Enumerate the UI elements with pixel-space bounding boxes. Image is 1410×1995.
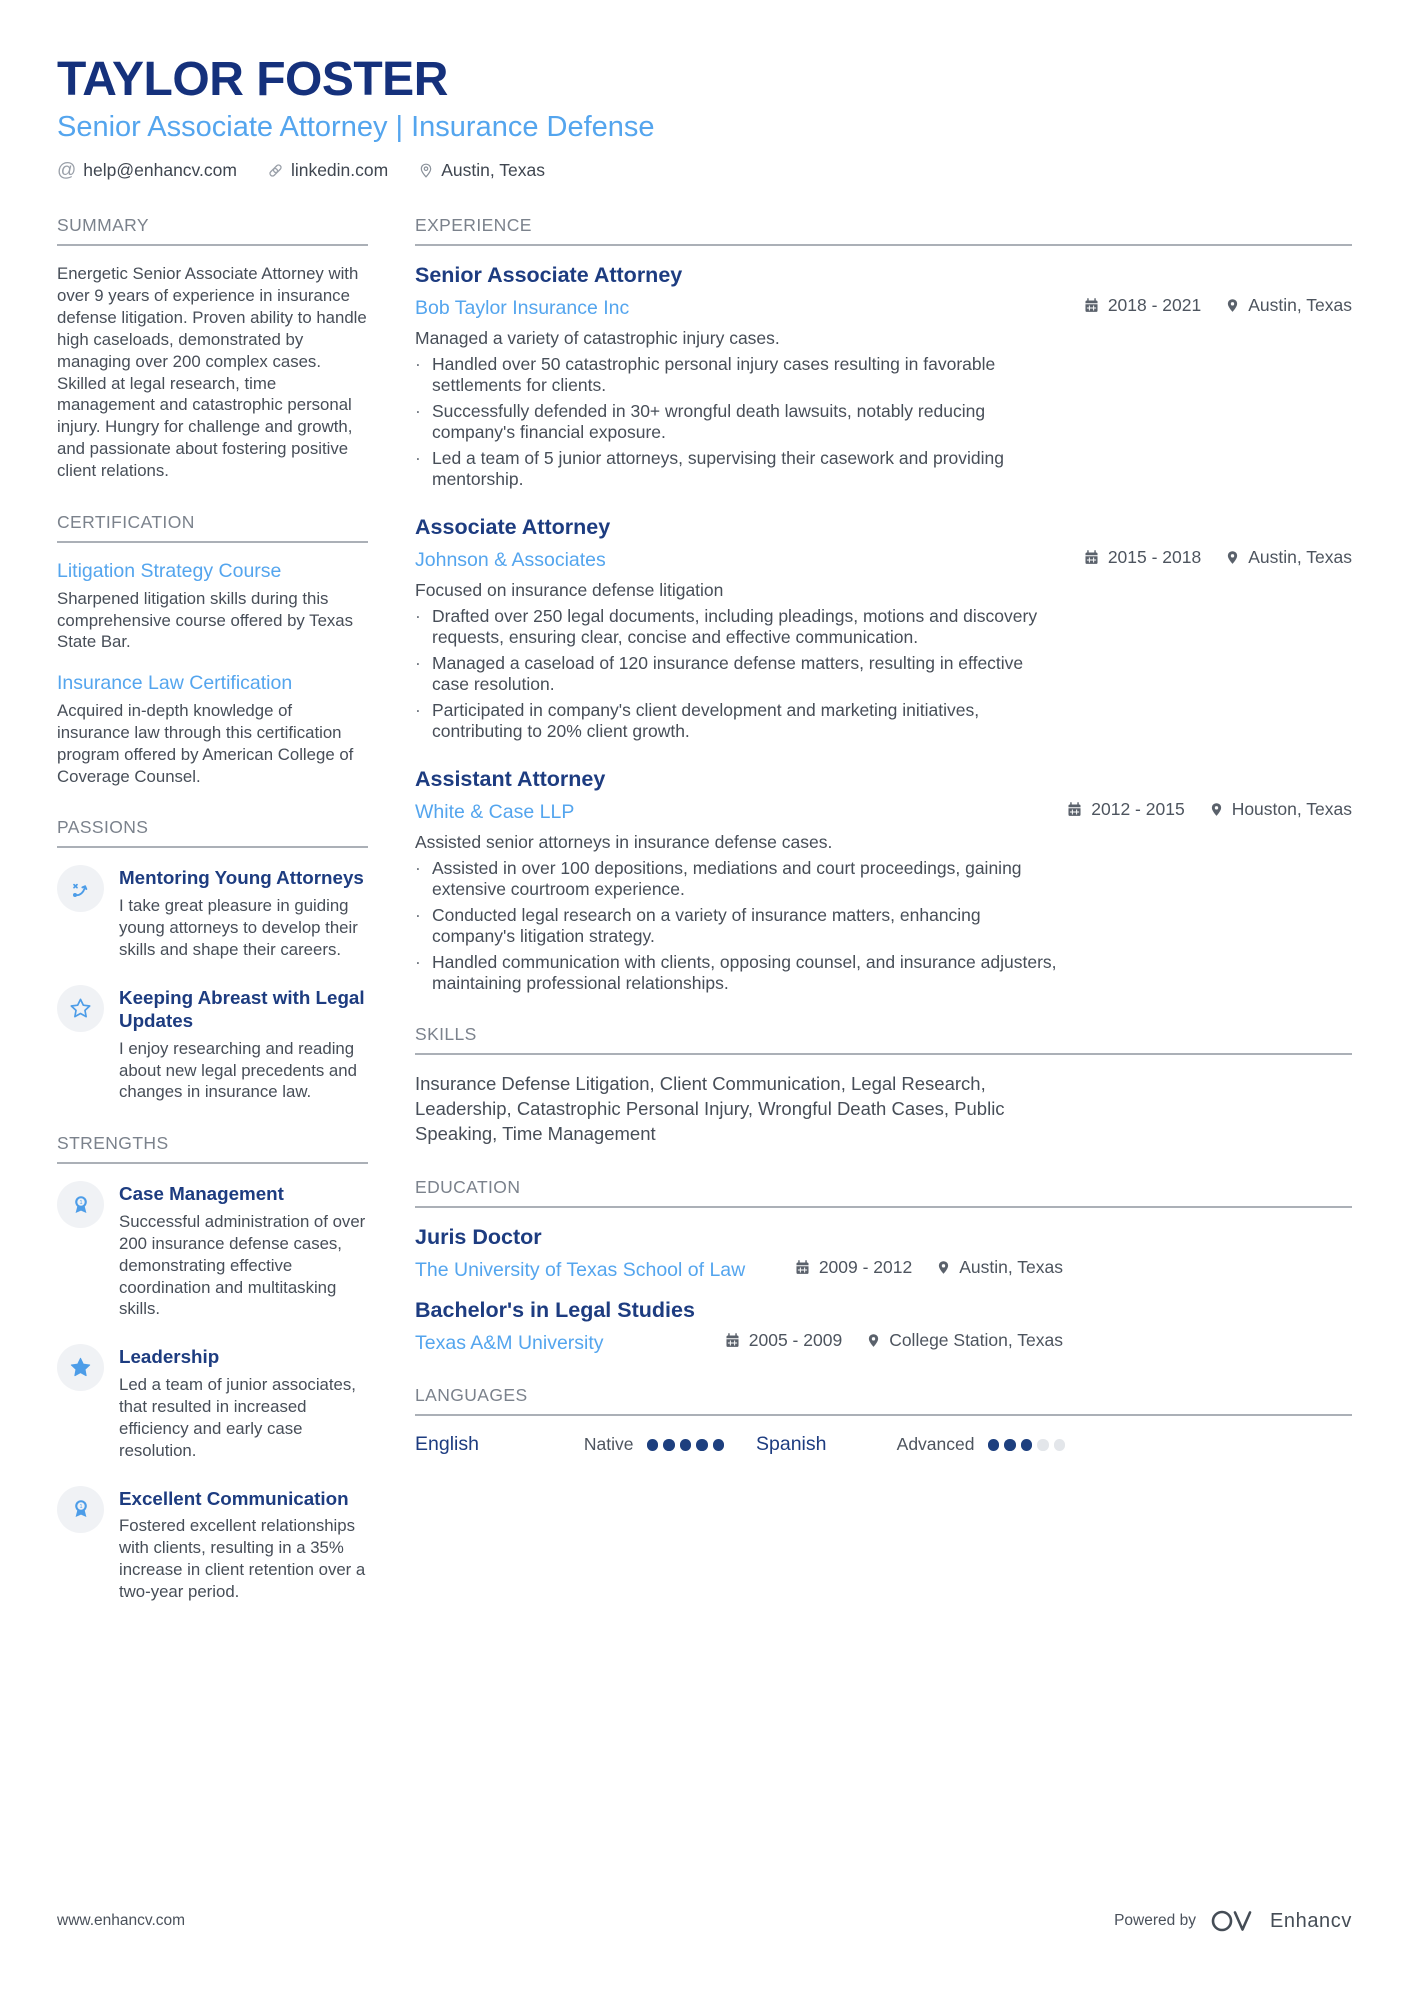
degree-title: Juris Doctor	[415, 1225, 542, 1250]
experience-entry	[415, 263, 1352, 490]
link-icon	[267, 162, 284, 179]
award-ribbon-icon	[57, 1181, 104, 1228]
svg-text:1: 1	[78, 1504, 83, 1510]
education-dates: 2005 - 2009	[748, 1330, 843, 1351]
language-proficiency-dots	[988, 1439, 1066, 1451]
passions-heading: PASSIONS	[57, 817, 368, 848]
powered-by-label: Powered by	[1114, 1912, 1196, 1929]
calendar-icon	[724, 1332, 741, 1349]
person-name: TAYLOR FOSTER	[57, 53, 448, 106]
at-icon: @	[57, 160, 77, 182]
job-bullet-list	[415, 354, 1063, 490]
location-contact	[418, 160, 545, 181]
job-bullet: · Handled communication with clients, opposing counsel, and insurance adjusters, maintaining professional relationships.	[415, 952, 1057, 994]
strength-title: Excellent Communication	[119, 1487, 349, 1509]
language-proficiency-dots	[647, 1439, 725, 1451]
linkedin-text: linkedin.com	[290, 160, 389, 181]
school-name: The University of Texas School of Law	[415, 1259, 746, 1282]
job-bullet: · Participated in company's client development and marketing initiatives, contributing to 20% client growth.	[415, 700, 980, 742]
summary-heading: SUMMARY	[57, 215, 368, 246]
strength-description: Successful administration of over 200 insurance defense cases, demonstrating effective coordination and multitasking skills.	[119, 1212, 366, 1319]
summary-text: Energetic Senior Associate Attorney with over 9 years of experience in insurance defense litigation. Proven ability to handle high caseloads, demonstrated by managing over 200 complex cases. Skilled at legal research, time management and catastrophic personal injury. Hungry for challenge and growth, and passionate about fostering positive client relations.	[57, 264, 367, 480]
company-name: White & Case LLP	[415, 801, 575, 824]
education-location: Austin, Texas	[959, 1257, 1063, 1278]
job-bullet: · Handled over 50 catastrophic personal injury cases resulting in favorable settlements for clients.	[415, 354, 996, 396]
strength-item	[57, 1486, 368, 1603]
strengths-heading: STRENGTHS	[57, 1133, 368, 1164]
degree-title: Bachelor's in Legal Studies	[415, 1298, 695, 1323]
calendar-icon	[1083, 297, 1100, 314]
job-dates: 2018 - 2021	[1107, 295, 1202, 316]
location-text: Austin, Texas	[441, 160, 545, 181]
job-bullet: · Successfully defended in 30+ wrongful death lawsuits, notably reducing company's financial exposure.	[415, 401, 986, 443]
certification-description: Sharpened litigation skills during this comprehensive course offered by Texas State Bar.	[57, 588, 354, 652]
job-bullet: · Conducted legal research on a variety of insurance matters, enhancing company's litigation strategy.	[415, 905, 981, 947]
education-entry	[415, 1298, 1352, 1355]
languages-heading: LANGUAGES	[415, 1385, 1352, 1416]
calendar-icon	[794, 1259, 811, 1276]
award-ribbon-icon	[57, 1486, 104, 1533]
job-title: Associate Attorney	[415, 515, 611, 540]
education-dates: 2009 - 2012	[818, 1257, 913, 1278]
certification-item	[57, 560, 368, 653]
contact-row	[57, 160, 1352, 181]
skills-heading: SKILLS	[415, 1024, 1352, 1055]
job-description: Managed a variety of catastrophic injury cases.	[415, 328, 780, 349]
language-name: English	[415, 1433, 479, 1456]
education-section	[415, 1177, 1352, 1355]
powered-by-block[interactable]	[1114, 1907, 1352, 1935]
strength-title: Leadership	[119, 1346, 220, 1368]
job-description: Assisted senior attorneys in insurance defense cases.	[415, 832, 833, 853]
headline: Senior Associate Attorney | Insurance Defense	[57, 111, 655, 144]
strength-description: Led a team of junior associates, that resulted in increased efficiency and early case resolution.	[119, 1375, 356, 1460]
experience-entry	[415, 767, 1352, 994]
page-footer	[57, 1907, 1352, 1935]
passion-item	[57, 985, 368, 1103]
location-icon	[418, 162, 434, 179]
passion-title: Keeping Abreast with Legal Updates	[119, 986, 365, 1031]
location-pin-icon	[936, 1259, 951, 1276]
languages-section	[415, 1385, 1352, 1456]
school-name: Texas A&M University	[415, 1332, 604, 1355]
location-pin-icon	[1225, 549, 1240, 566]
job-bullet-list	[415, 858, 1063, 994]
strength-title: Case Management	[119, 1183, 284, 1205]
strength-item	[57, 1344, 368, 1461]
svg-text:1: 1	[78, 1199, 83, 1206]
linkedin-contact[interactable]	[267, 160, 388, 181]
email-text: help@enhancv.com	[83, 160, 237, 181]
job-dates: 2015 - 2018	[1107, 547, 1202, 568]
language-entry	[756, 1433, 1065, 1456]
language-name: Spanish	[756, 1433, 827, 1456]
website-link[interactable]: www.enhancv.com	[57, 1912, 186, 1929]
summary-section	[57, 215, 368, 481]
calendar-icon	[1066, 801, 1083, 818]
company-name: Johnson & Associates	[415, 549, 606, 572]
job-location: Austin, Texas	[1248, 547, 1352, 568]
language-level: Native	[583, 1434, 634, 1455]
star-filled-icon	[57, 1344, 104, 1391]
certification-title: Insurance Law Certification	[57, 672, 293, 695]
job-location: Houston, Texas	[1231, 799, 1352, 820]
language-level: Advanced	[896, 1434, 975, 1455]
language-entry	[415, 1433, 724, 1456]
resume-header	[57, 55, 1352, 181]
strength-description: Fostered excellent relationships with clients, resulting in a 35% increase in client retention over a two-year period.	[119, 1516, 366, 1601]
calendar-icon	[1083, 549, 1100, 566]
passion-description: I enjoy researching and reading about new legal precedents and changes in insurance law.	[119, 1038, 357, 1102]
company-name: Bob Taylor Insurance Inc	[415, 297, 630, 320]
experience-heading: EXPERIENCE	[415, 215, 1352, 246]
location-pin-icon	[1225, 297, 1240, 314]
job-description: Focused on insurance defense litigation	[415, 580, 724, 601]
strengths-section	[57, 1133, 368, 1603]
certification-item	[57, 672, 368, 787]
job-bullet-list	[415, 606, 1063, 742]
job-bullet: · Drafted over 250 legal documents, including pleadings, motions and discovery requests, ensuring clear, concise and effective communication.	[415, 606, 1038, 648]
passion-title: Mentoring Young Attorneys	[119, 867, 364, 889]
brand-name: Enhancv	[1269, 1909, 1352, 1932]
passion-item	[57, 865, 368, 960]
job-bullet: · Led a team of 5 junior attorneys, supervising their casework and providing mentorship.	[415, 448, 1004, 490]
location-pin-icon	[866, 1332, 881, 1349]
enhancv-logo-icon	[1210, 1907, 1256, 1935]
experience-section	[415, 215, 1352, 994]
job-bullet: · Assisted in over 100 depositions, mediations and court proceedings, gaining extensive courtroom experience.	[415, 858, 1022, 900]
job-title: Assistant Attorney	[415, 767, 606, 792]
passions-section	[57, 817, 368, 1103]
education-entry	[415, 1225, 1352, 1282]
passion-description: I take great pleasure in guiding young attorneys to develop their skills and shape their careers.	[119, 896, 358, 960]
certification-section	[57, 512, 368, 788]
job-title: Senior Associate Attorney	[415, 263, 683, 288]
job-location: Austin, Texas	[1248, 295, 1352, 316]
skills-list: Insurance Defense Litigation, Client Communication, Legal Research, Leadership, Catastrophic Personal Injury, Wrongful Death Cases, Public Speaking, Time Management	[415, 1073, 1005, 1145]
certification-description: Acquired in-depth knowledge of insurance law through this certification program offered by American College of Coverage Counsel.	[57, 701, 354, 786]
job-bullet: · Managed a caseload of 120 insurance defense matters, resulting in effective case resolution.	[415, 653, 1024, 695]
certification-title: Litigation Strategy Course	[57, 559, 282, 582]
location-pin-icon	[1209, 801, 1224, 818]
star-outline-icon	[57, 985, 104, 1032]
experience-entry	[415, 515, 1352, 742]
strength-item	[57, 1181, 368, 1320]
route-arrow-icon	[57, 865, 104, 912]
education-heading: EDUCATION	[415, 1177, 1352, 1208]
education-location: College Station, Texas	[889, 1330, 1063, 1351]
email-contact[interactable]	[57, 160, 237, 181]
certification-heading: CERTIFICATION	[57, 512, 368, 543]
skills-section	[415, 1024, 1352, 1147]
job-dates: 2012 - 2015	[1091, 799, 1185, 820]
